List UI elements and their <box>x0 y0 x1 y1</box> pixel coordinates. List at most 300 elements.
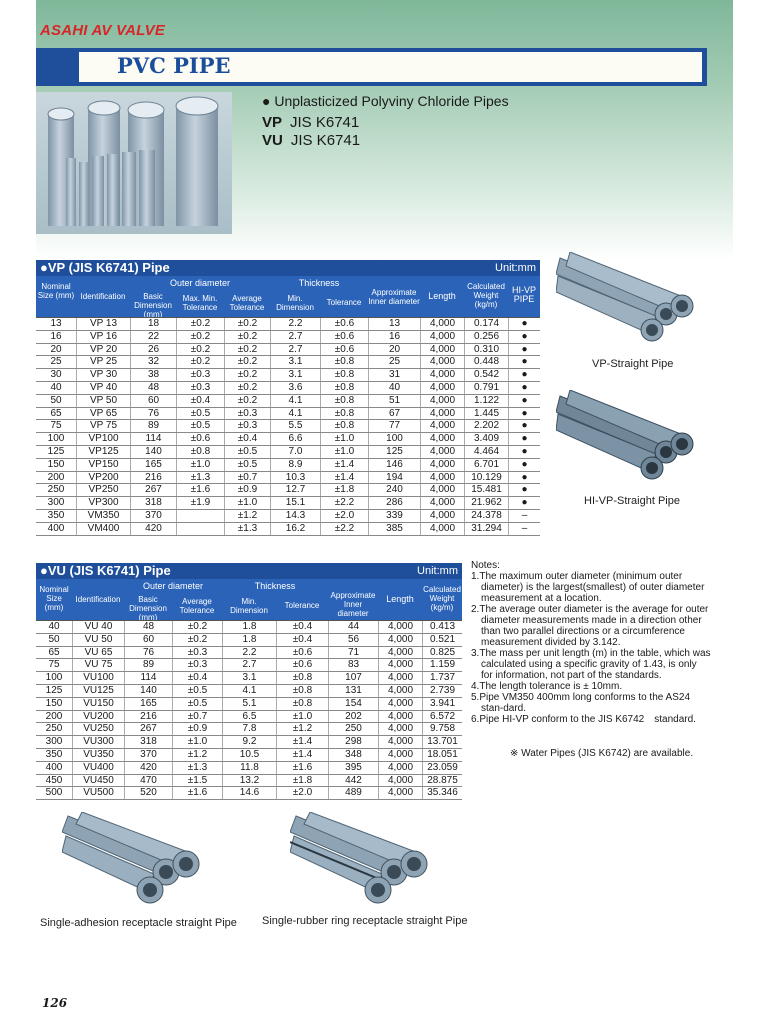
single-adhesion-pipe-figure <box>62 812 212 912</box>
table-cell: 4,000 <box>420 497 464 509</box>
table-cell: 83 <box>328 659 378 671</box>
brand-logo-text: ASAHI AV VALVE <box>40 22 166 39</box>
notes-block <box>471 560 711 725</box>
vu-table-row <box>36 685 462 698</box>
table-cell: 4,000 <box>378 647 422 659</box>
table-cell: ±0.3 <box>176 382 224 394</box>
table-cell: 500 <box>45 787 63 799</box>
table-cell: 30 <box>50 369 62 381</box>
table-cell: 2.2 <box>270 318 320 330</box>
table-cell: 4.1 <box>270 395 320 407</box>
table-cell: ● <box>508 484 540 496</box>
table-cell: 470 <box>124 775 172 787</box>
table-cell: ● <box>508 356 540 368</box>
table-cell: ● <box>508 382 540 394</box>
vu-header-min-dim: Min. Dimension <box>230 597 268 615</box>
single-rubber-pipe-figure <box>290 812 440 912</box>
table-cell: VP 13 <box>76 318 130 330</box>
table-cell: 15.481 <box>464 484 508 496</box>
table-cell: ±0.4 <box>224 433 270 445</box>
hivp-straight-pipe-image <box>556 390 706 485</box>
table-cell: 11.8 <box>222 762 276 774</box>
note-item: 5.Pipe VM350 400mm long conforms to the AS24 stan-dard. <box>471 692 691 714</box>
table-cell: ±0.5 <box>176 408 224 420</box>
vu-table-row <box>36 762 462 775</box>
table-cell: 339 <box>368 510 420 522</box>
table-cell: 442 <box>328 775 378 787</box>
table-cell: – <box>508 523 540 535</box>
table-cell: 2.2 <box>222 647 276 659</box>
table-cell: 16 <box>50 330 62 342</box>
vu-header-outer-group: Outer diameter <box>142 581 204 591</box>
vp-straight-pipe-figure <box>556 252 706 352</box>
table-cell: 4,000 <box>378 749 422 761</box>
table-cell: 0.174 <box>464 318 508 330</box>
table-cell: ±0.3 <box>172 647 222 659</box>
table-cell: 71 <box>328 647 378 659</box>
table-cell: 489 <box>328 787 378 799</box>
vp-table-row <box>36 420 540 433</box>
spec-standard: JIS K6741 <box>290 114 360 131</box>
spec-code: VU <box>262 132 283 149</box>
vp-header-basic: Basic Dimension (mm) <box>134 292 172 319</box>
vp-header-maxmin: Max. Min. Tolerance <box>182 294 218 312</box>
table-cell: ±1.8 <box>320 484 368 496</box>
table-cell: 0.448 <box>464 356 508 368</box>
table-cell: ±0.3 <box>172 659 222 671</box>
table-cell: 4,000 <box>378 787 422 799</box>
table-cell: ±0.2 <box>224 331 270 343</box>
table-cell: 14.3 <box>270 510 320 522</box>
table-cell: ±0.8 <box>276 698 328 710</box>
table-cell: 4,000 <box>420 369 464 381</box>
vp-table-row <box>36 484 540 497</box>
table-cell: ±0.2 <box>224 369 270 381</box>
table-cell: 4,000 <box>378 698 422 710</box>
table-cell: 3.1 <box>270 369 320 381</box>
vp-table-row <box>36 356 540 369</box>
table-cell: 4,000 <box>420 510 464 522</box>
table-cell: VP 65 <box>76 408 130 420</box>
vu-header-basic: Basic Dimension (mm) <box>129 595 167 622</box>
table-cell: ±2.2 <box>320 523 368 535</box>
table-cell: 4,000 <box>420 472 464 484</box>
table-cell: 3.1 <box>222 672 276 684</box>
vu-table-row <box>36 672 462 685</box>
table-cell: 150 <box>45 697 63 709</box>
table-cell: VP 30 <box>76 369 130 381</box>
table-cell: ±0.5 <box>172 685 222 697</box>
table-cell: ±0.2 <box>224 344 270 356</box>
table-cell: ±0.2 <box>176 344 224 356</box>
table-cell: 4.1 <box>222 685 276 697</box>
table-cell: 5.1 <box>222 698 276 710</box>
vp-table-row <box>36 523 540 536</box>
vu-table-title: ●VU (JIS K6741) Pipe <box>40 563 171 578</box>
vu-header-weight: Calculated Weight (kg/m) <box>423 585 461 612</box>
vp-header-tolerance: Tolerance <box>326 298 362 307</box>
table-cell: 26 <box>130 344 176 356</box>
table-cell: 25 <box>368 356 420 368</box>
table-cell: 2.7 <box>270 344 320 356</box>
table-cell: 2.202 <box>464 420 508 432</box>
table-cell: ±0.2 <box>224 395 270 407</box>
table-cell: VP 75 <box>76 420 130 432</box>
table-cell: VM400 <box>76 523 130 535</box>
table-cell: ● <box>508 395 540 407</box>
table-cell: 395 <box>328 762 378 774</box>
vu-table-title-bar <box>36 563 462 579</box>
vu-table-row <box>36 647 462 660</box>
table-cell: VP 25 <box>76 356 130 368</box>
table-cell: 202 <box>328 711 378 723</box>
table-cell: 77 <box>368 420 420 432</box>
table-cell: 38 <box>130 369 176 381</box>
table-cell: ±0.3 <box>224 420 270 432</box>
table-cell: 65 <box>50 407 62 419</box>
table-cell: ±0.7 <box>172 711 222 723</box>
table-cell: 2.7 <box>270 331 320 343</box>
table-cell: VU100 <box>72 672 124 684</box>
table-cell: 4,000 <box>420 523 464 535</box>
table-cell: ±0.3 <box>224 408 270 420</box>
table-cell: 2.7 <box>222 659 276 671</box>
note-item: 2.The average outer diameter is the average for outer diameter measurements made in a direction other than two parallel directions or a circumference measurement divided by 3.142. <box>471 604 709 648</box>
table-cell: 13.2 <box>222 775 276 787</box>
table-cell: 348 <box>328 749 378 761</box>
table-cell: ±1.2 <box>276 723 328 735</box>
table-cell: ±0.2 <box>224 356 270 368</box>
vp-header-min-dim: Min. Dimension <box>276 294 314 312</box>
vu-table-row <box>36 659 462 672</box>
table-cell: 1.122 <box>464 395 508 407</box>
table-cell: 4,000 <box>420 420 464 432</box>
table-cell: ±0.6 <box>320 344 368 356</box>
table-cell: ±1.3 <box>172 762 222 774</box>
table-cell: 200 <box>45 710 63 722</box>
table-cell: 4,000 <box>378 634 422 646</box>
table-cell: ±2.2 <box>320 497 368 509</box>
table-cell: ±0.2 <box>172 621 222 633</box>
table-cell: 4,000 <box>378 775 422 787</box>
vp-table-row <box>36 395 540 408</box>
table-cell: ±0.6 <box>320 318 368 330</box>
table-cell: 165 <box>130 459 176 471</box>
table-cell: 3.409 <box>464 433 508 445</box>
table-cell: 0.310 <box>464 344 508 356</box>
table-cell: 76 <box>124 647 172 659</box>
table-cell: ±1.0 <box>172 736 222 748</box>
table-cell: VU150 <box>72 698 124 710</box>
vu-header-inner: Approximate Inner diameter <box>330 591 376 618</box>
notes-title: Notes: <box>471 560 500 571</box>
table-cell: ±1.5 <box>172 775 222 787</box>
table-cell: 0.521 <box>422 634 462 646</box>
table-cell: 450 <box>45 774 63 786</box>
table-cell: ±1.3 <box>176 472 224 484</box>
table-cell: 0.413 <box>422 621 462 633</box>
table-cell: 385 <box>368 523 420 535</box>
table-cell: ±1.4 <box>320 459 368 471</box>
table-cell: ● <box>508 446 540 458</box>
table-cell: 20 <box>368 344 420 356</box>
table-cell: ±1.2 <box>172 749 222 761</box>
vp-table-row <box>36 497 540 510</box>
vp-table-row <box>36 472 540 485</box>
vp-table-title: ●VP (JIS K6741) Pipe <box>40 260 170 275</box>
table-cell: 267 <box>124 723 172 735</box>
title-bar <box>36 48 707 86</box>
vp-table-row <box>36 408 540 421</box>
note-item: 1.The maximum outer diameter (minimum outer diameter) is the largest(smallest) of outer diameter measurement at a location. <box>471 571 705 604</box>
table-cell: 125 <box>45 684 63 696</box>
table-cell: ● <box>508 408 540 420</box>
table-cell: 40 <box>48 621 60 632</box>
table-cell: 370 <box>124 749 172 761</box>
vu-header-thickness-group: Thickness <box>254 581 296 591</box>
table-cell: 0.825 <box>422 647 462 659</box>
table-cell: 520 <box>124 787 172 799</box>
table-cell: ±0.6 <box>176 433 224 445</box>
single-adhesion-caption: Single-adhesion receptacle straight Pipe <box>40 917 237 929</box>
vu-table-row <box>36 787 462 800</box>
table-cell: 24.378 <box>464 510 508 522</box>
table-cell: ±0.8 <box>320 369 368 381</box>
vp-header-hivp: HI-VP PIPE <box>511 285 536 304</box>
table-cell: VP 16 <box>76 331 130 343</box>
table-cell: VU 65 <box>72 647 124 659</box>
table-cell: 22 <box>130 331 176 343</box>
table-cell: 31.294 <box>464 523 508 535</box>
vu-table-row <box>36 723 462 736</box>
table-cell: 318 <box>130 497 176 509</box>
vu-header-average: Average Tolerance <box>179 597 215 615</box>
table-cell: 0.542 <box>464 369 508 381</box>
table-cell: 140 <box>130 446 176 458</box>
table-cell: 400 <box>45 761 63 773</box>
table-cell: 15.1 <box>270 497 320 509</box>
page-number: 126 <box>42 996 68 1010</box>
vu-header-length: Length <box>386 594 414 604</box>
table-cell: ±0.9 <box>224 484 270 496</box>
table-cell: 4,000 <box>378 672 422 684</box>
table-cell: 50 <box>48 633 60 645</box>
table-cell: 7.0 <box>270 446 320 458</box>
table-cell: 4,000 <box>420 331 464 343</box>
hivp-straight-pipe-figure <box>556 390 706 490</box>
table-cell: 44 <box>328 621 378 633</box>
table-cell: ±2.0 <box>320 510 368 522</box>
table-cell: 28.875 <box>422 775 462 787</box>
table-cell: 4,000 <box>420 356 464 368</box>
table-cell: 56 <box>328 634 378 646</box>
table-cell: 400 <box>47 522 65 534</box>
table-cell: 4,000 <box>378 762 422 774</box>
table-cell: 18 <box>130 318 176 330</box>
table-cell: ±1.0 <box>224 497 270 509</box>
table-cell: 14.6 <box>222 787 276 799</box>
table-cell: 4.1 <box>270 408 320 420</box>
table-cell: ±1.8 <box>276 775 328 787</box>
table-cell: – <box>508 510 540 522</box>
table-cell: 16 <box>368 331 420 343</box>
table-cell: 300 <box>45 736 63 748</box>
table-cell: 1.8 <box>222 621 276 633</box>
table-cell: VU400 <box>72 762 124 774</box>
table-cell: ±0.3 <box>176 369 224 381</box>
vp-table-row <box>36 344 540 357</box>
table-cell: ±0.8 <box>320 382 368 394</box>
table-cell: ±1.4 <box>276 749 328 761</box>
table-cell: 350 <box>45 748 63 760</box>
table-cell: VP250 <box>76 484 130 496</box>
table-cell: 1.737 <box>422 672 462 684</box>
table-cell: ±1.0 <box>320 433 368 445</box>
table-cell: VP 40 <box>76 382 130 394</box>
table-cell: 4,000 <box>378 659 422 671</box>
table-cell: ±1.6 <box>176 484 224 496</box>
table-cell: ±1.0 <box>320 446 368 458</box>
vu-table-row <box>36 711 462 724</box>
table-cell: VM350 <box>76 510 130 522</box>
table-cell: 2.739 <box>422 685 462 697</box>
table-cell: 1.445 <box>464 408 508 420</box>
hivp-straight-caption: HI-VP-Straight Pipe <box>584 495 680 507</box>
table-cell: VU 50 <box>72 634 124 646</box>
table-cell: 100 <box>368 433 420 445</box>
table-cell: 8.9 <box>270 459 320 471</box>
vp-straight-caption: VP-Straight Pipe <box>592 358 674 370</box>
table-cell: VP100 <box>76 433 130 445</box>
note-item: 4.The length tolerance is ± 10mm. <box>471 681 623 692</box>
table-cell: 4,000 <box>378 711 422 723</box>
table-cell: ● <box>508 331 540 343</box>
table-cell: 318 <box>124 736 172 748</box>
table-cell: 60 <box>130 395 176 407</box>
table-cell: 298 <box>328 736 378 748</box>
table-cell: ±0.4 <box>172 672 222 684</box>
table-cell: 131 <box>328 685 378 697</box>
table-cell: 4,000 <box>378 621 422 633</box>
table-cell: 286 <box>368 497 420 509</box>
table-cell: 267 <box>130 484 176 496</box>
table-cell: ±1.0 <box>276 711 328 723</box>
table-cell: VU200 <box>72 711 124 723</box>
table-cell: ● <box>508 318 540 330</box>
table-cell: 60 <box>124 634 172 646</box>
table-cell <box>176 523 224 535</box>
table-cell: ±0.6 <box>276 647 328 659</box>
vp-header-average: Average Tolerance <box>229 294 265 312</box>
brand-logo <box>40 22 165 39</box>
table-cell: ● <box>508 369 540 381</box>
table-cell: 12.7 <box>270 484 320 496</box>
table-cell: ±1.6 <box>172 787 222 799</box>
table-cell: VU125 <box>72 685 124 697</box>
table-cell: 7.8 <box>222 723 276 735</box>
table-cell: VP125 <box>76 446 130 458</box>
table-cell: 125 <box>47 445 65 457</box>
table-cell: 240 <box>368 484 420 496</box>
single-rubber-pipe-image <box>290 812 440 907</box>
table-cell: ±0.4 <box>276 634 328 646</box>
table-cell: 67 <box>368 408 420 420</box>
table-cell: 75 <box>50 420 62 432</box>
vu-table-header <box>36 579 462 620</box>
table-cell: 350 <box>47 509 65 521</box>
note-item: 6.Pipe HI-VP conform to the JIS K6742 standard. <box>471 714 696 725</box>
table-cell: ● <box>508 433 540 445</box>
spec-vp <box>262 114 359 131</box>
vp-header-nominal: Nominal Size (mm) <box>37 282 75 300</box>
table-cell: 5.5 <box>270 420 320 432</box>
table-cell: ±0.6 <box>276 659 328 671</box>
table-cell: 216 <box>130 472 176 484</box>
page-title: PVC PIPE <box>117 53 231 78</box>
table-cell: ±0.2 <box>176 318 224 330</box>
table-cell: 250 <box>328 723 378 735</box>
table-cell: ±1.0 <box>176 459 224 471</box>
table-cell: VU300 <box>72 736 124 748</box>
table-cell: ±0.4 <box>176 395 224 407</box>
spec-standard: JIS K6741 <box>290 132 361 149</box>
table-cell: VP 50 <box>76 395 130 407</box>
table-cell: 6.572 <box>422 711 462 723</box>
table-cell: 0.791 <box>464 382 508 394</box>
table-cell: 300 <box>47 497 65 509</box>
vu-header-nominal: Nominal Size (mm) <box>39 585 69 612</box>
table-cell: 140 <box>124 685 172 697</box>
table-cell: 40 <box>50 381 62 393</box>
water-pipes-note: ※ Water Pipes (JIS K6742) are available. <box>510 748 694 759</box>
table-cell: ±1.4 <box>276 736 328 748</box>
vp-table-row <box>36 459 540 472</box>
vp-straight-pipe-image <box>556 252 706 347</box>
vp-table-row <box>36 382 540 395</box>
table-cell: 20 <box>50 343 62 355</box>
table-cell: 6.5 <box>222 711 276 723</box>
table-cell: ±1.9 <box>176 497 224 509</box>
pipe-bundle-photo <box>36 92 232 234</box>
title-box <box>78 51 703 83</box>
table-cell: 13 <box>368 318 420 330</box>
table-cell: 4,000 <box>420 484 464 496</box>
single-adhesion-pipe-image <box>62 812 212 907</box>
table-cell: ● <box>508 420 540 432</box>
table-cell: ● <box>508 497 540 509</box>
table-cell: 114 <box>124 672 172 684</box>
table-cell: 32 <box>130 356 176 368</box>
table-cell: 3.6 <box>270 382 320 394</box>
table-cell: VU 40 <box>72 621 124 633</box>
table-cell: VU350 <box>72 749 124 761</box>
table-cell: ±0.5 <box>172 698 222 710</box>
vu-table-row <box>36 698 462 711</box>
table-cell: ● <box>508 472 540 484</box>
spec-vu <box>262 132 360 149</box>
pipe-bundle-illustration <box>36 92 232 234</box>
table-cell: 150 <box>47 458 65 470</box>
table-cell: ● <box>508 459 540 471</box>
table-cell: ±0.9 <box>172 723 222 735</box>
table-cell: 114 <box>130 433 176 445</box>
table-cell: 16.2 <box>270 523 320 535</box>
intro-subtitle: ● Unplasticized Polyviny Chloride Pipes <box>262 93 509 109</box>
table-cell: VU250 <box>72 723 124 735</box>
table-cell: VP300 <box>76 497 130 509</box>
table-cell: 146 <box>368 459 420 471</box>
vu-table-row <box>36 749 462 762</box>
